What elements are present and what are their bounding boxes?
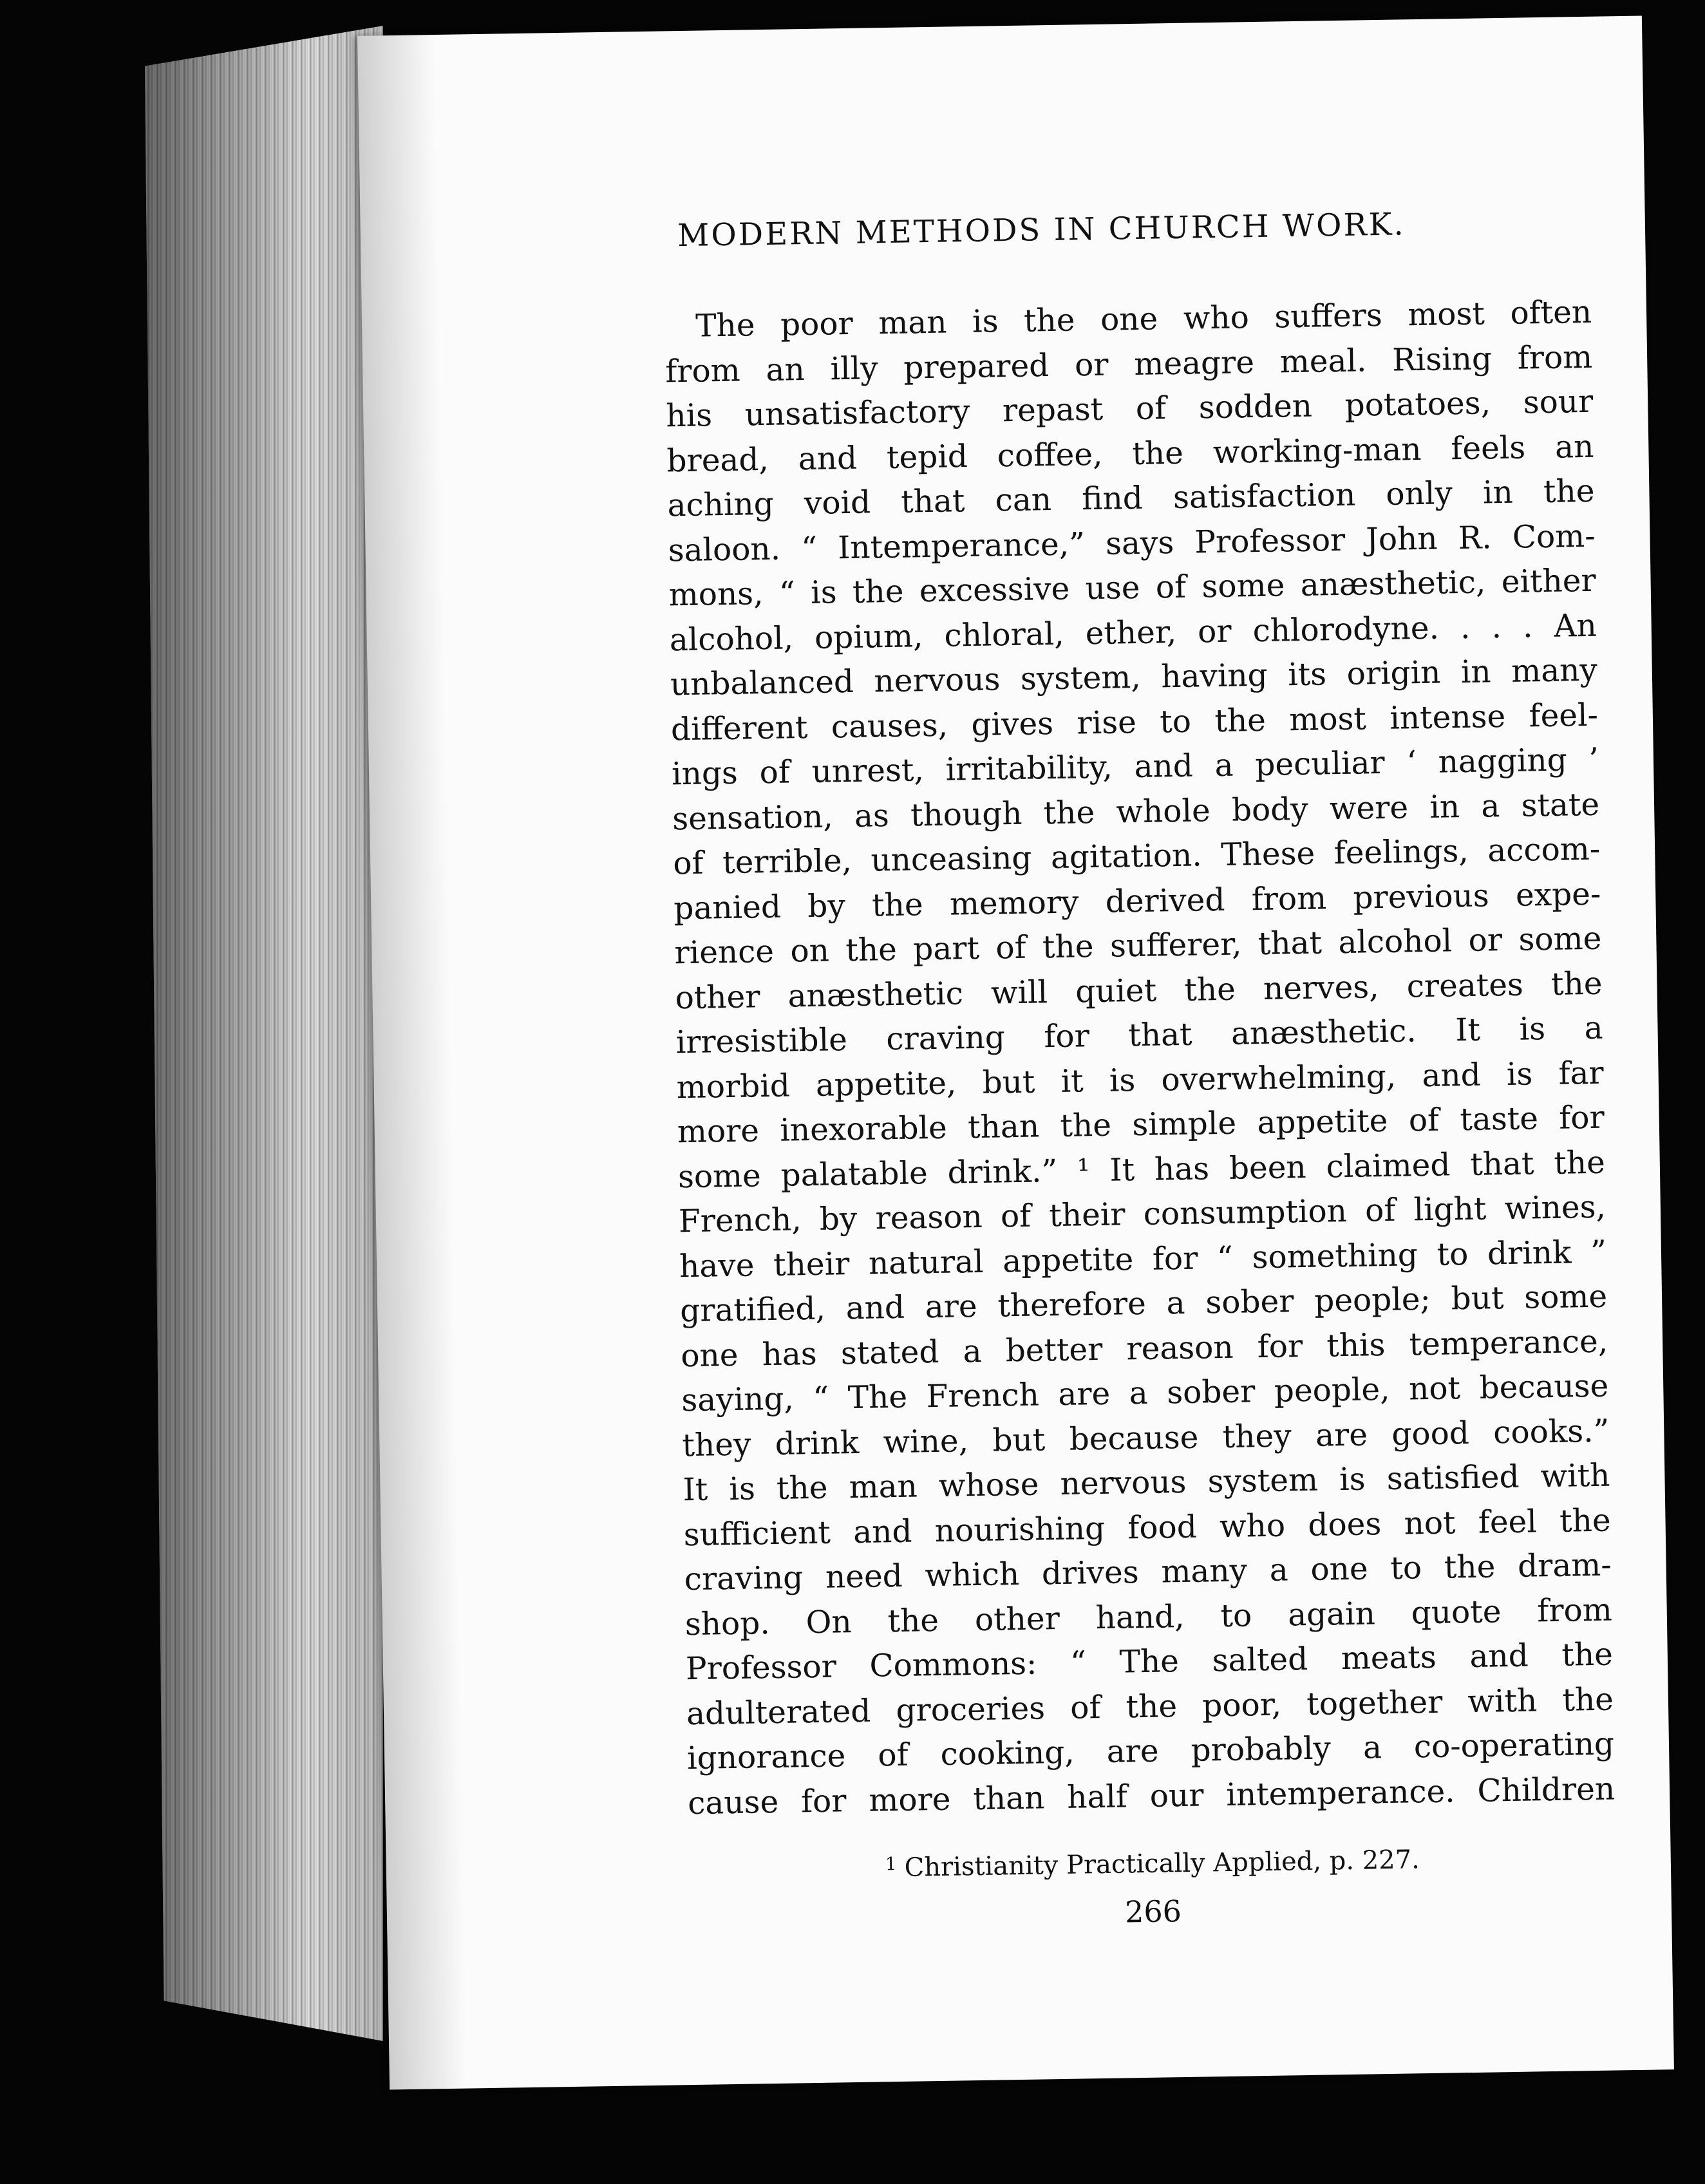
body-line: adulterated groceries of the poor, together with the [686,1681,1614,1732]
footnote-mark: 1 [885,1853,897,1875]
body-line: some palatable drink.” ¹ It has been claimed that the [677,1144,1606,1195]
body-line: ings of unrest, irritability, and a peculiar ‘ nagging ’ [671,741,1599,793]
body-line: bread, and tepid coffee, the working-man feels an [666,428,1594,479]
body-line: It is the man whose nervous system is satisfied with [683,1457,1610,1509]
body-line: irresistible craving for that anæsthetic. It is a [675,1010,1603,1061]
body-line: saying, “ The French are a sober people, not because [681,1368,1609,1419]
body-line: from an illy prepared or meagre meal. Rising from [664,339,1593,390]
body-line: unbalanced nervous system, having its origin in many [670,652,1598,703]
body-line: saloon. “ Intemperance,” says Professor John R. Com- [668,518,1596,569]
body-line: more inexorable than the simple appetite of taste for [677,1099,1605,1151]
body-line: French, by reason of their consumption of light wines, [678,1189,1606,1240]
body-line: alcohol, opium, chloral, ether, or chlorodyne. . . . An [669,607,1597,658]
body-line: mons, “ is the excessive use of some anæsthetic, either [668,562,1597,614]
body-line: sufficient and nourishing food who does not feel the [683,1502,1611,1553]
page-stack-shadow [145,26,383,2041]
footnote-text: Christianity Practically Applied, p. 227. [904,1845,1420,1883]
running-head: MODERN METHODS IN CHURCH WORK. [677,206,1406,254]
body-line: they drink wine, but because they are good cooks.” [682,1413,1610,1464]
body-line: cause for more than half our intemperance. Children [687,1771,1616,1822]
body-line: shop. On the other hand, to again quote from [684,1592,1613,1643]
body-line: gratified, and are therefore a sober people; but some [679,1278,1608,1330]
body-line: his unsatisfactory repast of sodden potatoes, sour [665,383,1594,435]
body-text [664,290,1616,1826]
body-line: aching void that can find satisfaction only in the [667,473,1595,524]
body-line: The poor man is the one who suffers most often [695,294,1592,344]
page-number: 266 [1124,1894,1182,1930]
printed-page [357,16,1674,2090]
body-line: craving need which drives many a one to the dram- [684,1547,1612,1598]
body-line: different causes, gives rise to the most intense feel- [670,697,1599,748]
body-line: of terrible, unceasing agitation. These feelings, accom- [672,831,1601,882]
body-line: panied by the memory derived from previous expe- [673,876,1601,927]
body-line: rience on the part of the sufferer, that alcohol or some [674,920,1602,972]
footnote [689,1842,1617,1887]
body-line: Professor Commons: “ The salted meats and the [685,1636,1614,1688]
body-line: one has stated a better reason for this temperance, [680,1323,1608,1374]
body-line: ignorance of cooking, are probably a co-operating [686,1726,1615,1777]
body-line: sensation, as though the whole body were in a state [672,786,1600,837]
body-line: have their natural appetite for “ something to drink ” [679,1234,1607,1285]
body-line: other anæsthetic will quiet the nerves, creates the [675,965,1603,1016]
body-line: morbid appetite, but it is overwhelming, and is far [676,1055,1605,1106]
